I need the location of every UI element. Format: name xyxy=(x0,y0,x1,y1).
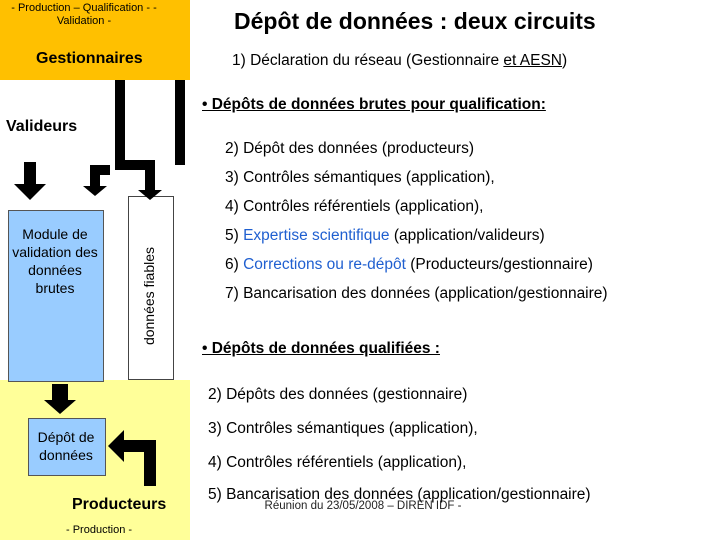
qualifiees-item: 4) Contrôles référentiels (application), xyxy=(208,454,467,471)
validation-module-label: Module de validation des données brutes xyxy=(12,226,98,296)
brutes-item: 6) Corrections ou re-dépôt (Producteurs/gestionnaire) xyxy=(225,256,593,273)
qualifiees-item: 3) Contrôles sémantiques (application), xyxy=(208,420,478,437)
producteurs-flow-arrow xyxy=(122,446,150,486)
gestionnaires-label: Gestionnaires xyxy=(36,50,143,67)
producteurs-flow-arrowhead xyxy=(108,430,124,462)
stages-header: - Production – Qualification - - Validation - xyxy=(11,2,157,27)
step-declaration-underlined: et AESN xyxy=(503,52,562,69)
section-brutes-title: • Dépôts de données brutes pour qualification: xyxy=(202,96,546,113)
step-declaration-suffix: ) xyxy=(562,52,568,69)
qualifiees-item: 2) Dépôts des données (gestionnaire) xyxy=(208,386,468,403)
module-to-depot-arrow xyxy=(44,384,76,414)
valideurs-down-arrowhead xyxy=(14,184,46,200)
valideurs-flow-arrow xyxy=(95,170,110,188)
depot-donnees-label: Dépôt de données xyxy=(37,429,95,463)
meeting-footer: Réunion du 23/05/2008 – DIREN IDF - xyxy=(264,500,462,512)
section-qualifiees-title: • Dépôts de données qualifiées : xyxy=(202,340,440,357)
donnees-fiables-label: données fiables xyxy=(141,246,157,346)
qualifiees-item: 5) Bancarisation des données (application/gestionnaire) xyxy=(208,486,591,503)
producteurs-label: Producteurs xyxy=(72,496,167,513)
gestionnaires-flow-arrowhead xyxy=(138,190,162,200)
page-title: Dépôt de données : deux circuits xyxy=(234,8,596,34)
brutes-item: 3) Contrôles sémantiques (application), xyxy=(225,169,495,186)
step-declaration xyxy=(232,52,567,70)
brutes-item: 4) Contrôles référentiels (application), xyxy=(225,198,484,215)
step-declaration-prefix: 1) Déclaration du réseau (Gestionnaire xyxy=(232,52,504,69)
production-stage-label: - Production - xyxy=(66,524,133,536)
brutes-item: 5) Expertise scientifique (application/valideurs) xyxy=(225,227,545,244)
brutes-item: 2) Dépôt des données (producteurs) xyxy=(225,140,475,157)
valideurs-flow-arrowhead xyxy=(83,186,107,196)
gestionnaires-flow-arrow xyxy=(120,80,150,192)
valideurs-label: Valideurs xyxy=(6,118,78,135)
brutes-item: 7) Bancarisation des données (application/gestionnaire) xyxy=(225,285,608,302)
